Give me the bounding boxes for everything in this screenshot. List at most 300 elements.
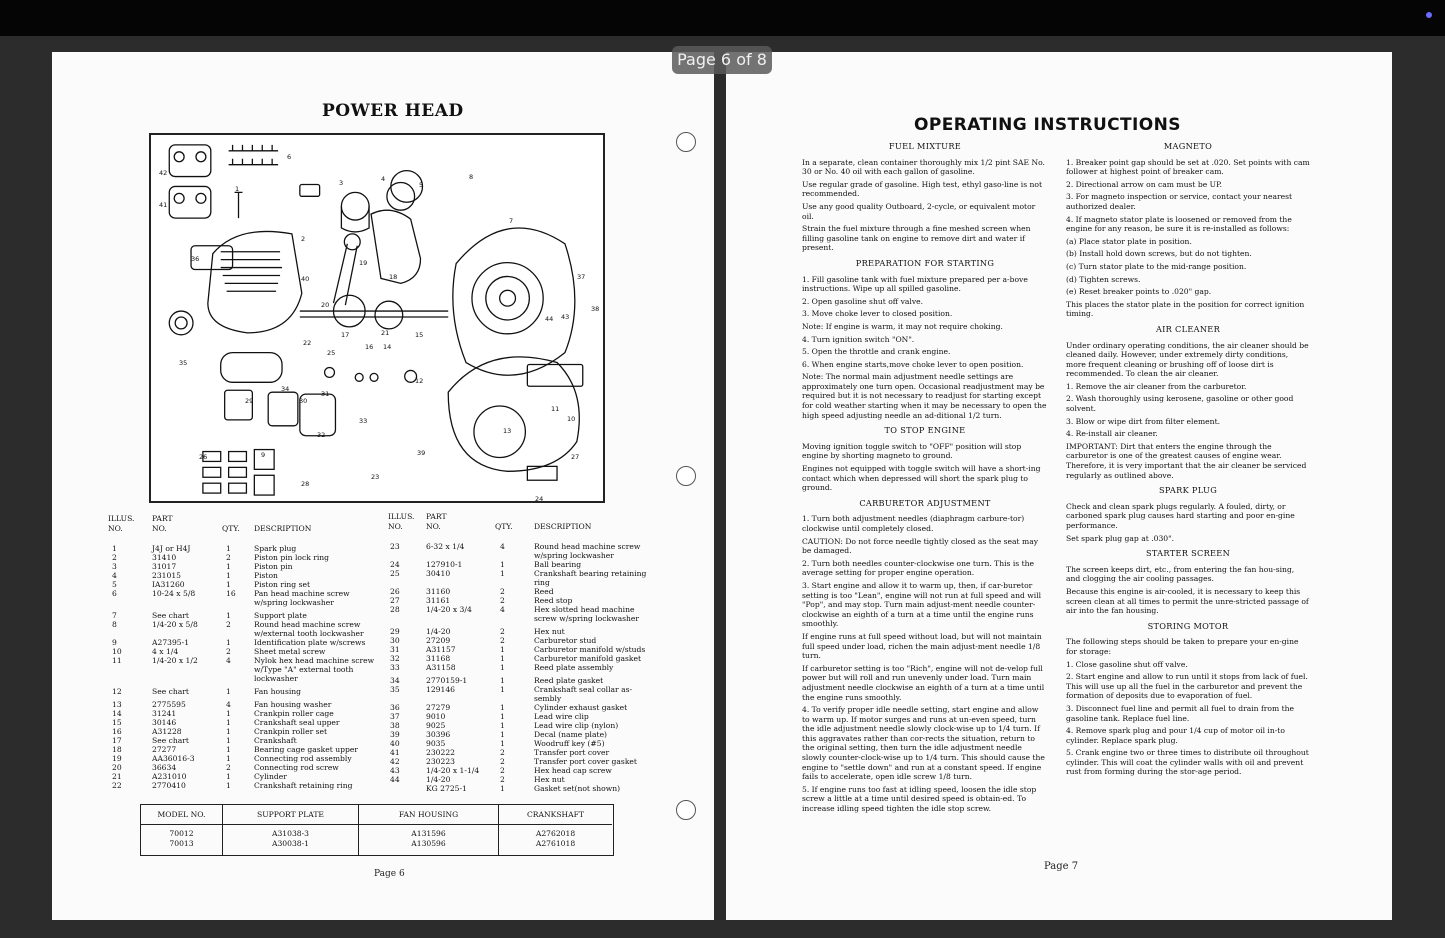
illus-no: 4 — [112, 571, 117, 580]
qty: 1 — [226, 781, 231, 790]
part-no: A31158 — [426, 663, 456, 672]
part-no: 1/4-20 x 1/2 — [152, 656, 198, 665]
model-values — [141, 829, 222, 849]
qty: 1 — [226, 638, 231, 647]
callout-number: 1 — [235, 185, 240, 193]
qty: 1 — [500, 663, 505, 672]
callout-number: 16 — [365, 343, 374, 351]
callout-number: 21 — [381, 329, 390, 337]
callout-number: 22 — [303, 339, 312, 347]
instruction-paragraph: Engines not equipped with toggle switch will have a short-ing contact which when depressed will short the spark plug to ground. — [802, 464, 1041, 493]
power-head-title: POWER HEAD — [322, 101, 464, 121]
qty-header-b: QTY. — [495, 522, 513, 531]
part-no: A231010 — [152, 772, 187, 781]
parts-list-right — [388, 512, 688, 802]
callout-number: 5 — [419, 181, 424, 189]
illus-no: 10 — [112, 647, 122, 656]
viewer-toolbar — [0, 0, 1445, 36]
illus-no: 28 — [390, 605, 400, 614]
parts-list-left — [108, 514, 388, 804]
illus-no: 33 — [390, 663, 400, 672]
callout-number: 26 — [199, 453, 208, 461]
illus-no: 13 — [112, 700, 122, 709]
callout-number: 6 — [287, 153, 292, 161]
illus-no: 14 — [112, 709, 122, 718]
instruction-paragraph: (c) Turn stator plate to the mid-range position. — [1066, 261, 1247, 271]
part-no: 30146 — [152, 718, 177, 727]
callout-number: 28 — [301, 480, 310, 488]
callout-number: 36 — [191, 255, 200, 263]
description: Spark plug — [254, 544, 297, 553]
qty: 1 — [226, 687, 231, 696]
description: Carburetor stud — [534, 636, 597, 645]
description: Nylok hex head machine screw w/Type "A" external tooth lockwasher — [254, 656, 375, 683]
illus-no: 22 — [112, 781, 122, 790]
support-plate-col — [223, 805, 359, 855]
no-label-b: NO. — [388, 522, 403, 531]
part-no: AA36016-3 — [152, 754, 195, 763]
instruction-paragraph: In a separate, clean container thoroughly mix 1/2 pint SAE No. 30 or No. 40 oil with each gallon of gasoline. — [802, 157, 1045, 177]
hole-icon — [676, 132, 696, 152]
instruction-paragraph: 2. Directional arrow on cam must be UP. — [1066, 179, 1223, 189]
part-no: 31410 — [152, 553, 177, 562]
callout-number: 17 — [341, 331, 350, 339]
fan-housing-1: A131596 — [411, 829, 446, 838]
illus-no: 29 — [390, 627, 400, 636]
part-no-label: NO. — [152, 524, 167, 533]
illus-header-b — [388, 512, 414, 532]
illus-no: 42 — [390, 757, 400, 766]
qty: 2 — [500, 596, 505, 605]
qty: 1 — [500, 739, 505, 748]
instruction-paragraph: 3. For magneto inspection or service, contact your nearest authorized dealer. — [1066, 192, 1293, 211]
qty: 1 — [226, 772, 231, 781]
callout-number: 39 — [417, 449, 426, 457]
qty: 1 — [500, 645, 505, 654]
section-heading: SPARK PLUG — [1158, 485, 1218, 496]
qty: 16 — [226, 589, 236, 598]
description: Lead wire clip (nylon) — [534, 721, 619, 730]
description: Piston ring set — [254, 580, 311, 589]
illus-no: 23 — [390, 542, 400, 551]
instruction-paragraph: Note: The normal main adjustment needle settings are approximately one turn open. Occasional readjustment may be required but it is not necessary to readjust for starting except for cold weather starting when it may be necessary to open the high speed adjusting needle an ad-ditional 1/2 turn. — [802, 372, 1047, 420]
part-no: 10-24 x 5/8 — [152, 589, 196, 598]
support-plate-header: SUPPORT PLATE — [223, 805, 358, 825]
part-no: 230223 — [426, 757, 455, 766]
callout-number: 42 — [159, 169, 168, 177]
instruction-paragraph: If carburetor setting is too "Rich", engine will not de-velop full power but will roll and run unevenly under load. Turn main adjustment needle clockwise an eighth of a turn at a time until the engine runs smoothly. — [802, 663, 1045, 702]
illus-no: 43 — [390, 766, 400, 775]
part-no: 30410 — [426, 569, 451, 578]
description: Piston — [254, 571, 278, 580]
instruction-paragraph: 1. Turn both adjustment needles (diaphragm carbure-tor) clockwise until completely closed. — [802, 514, 1025, 533]
page-6-label: Page 6 — [374, 869, 405, 879]
qty: 1 — [500, 676, 505, 685]
section-heading: CARBURETOR ADJUSTMENT — [859, 497, 991, 508]
diagram-drawing — [151, 135, 603, 501]
description: Decal (name plate) — [534, 730, 608, 739]
description: Transfer port cover gasket — [534, 757, 637, 766]
illus-no: 8 — [112, 620, 117, 629]
description: Ball bearing — [534, 560, 582, 569]
callout-number: 8 — [469, 173, 474, 181]
qty: 1 — [500, 712, 505, 721]
instruction-paragraph: 2. Turn both needles counter-clockwise one turn. This is the average setting for proper engine operation. — [802, 558, 1035, 578]
part-no: 1/4-20 — [426, 775, 451, 784]
instruction-paragraph: 1. Fill gasoline tank with fuel mixture prepared per a-bove instructions. Wipe up all spilled gasoline. — [802, 274, 1028, 294]
section-heading: STARTER SCREEN — [1145, 548, 1231, 559]
part-no: 1/4-20 — [426, 627, 451, 636]
callout-number: 14 — [383, 343, 392, 351]
qty: 1 — [500, 560, 505, 569]
callout-number: 29 — [245, 397, 254, 405]
model-col — [141, 805, 223, 855]
fan-housing-col — [359, 805, 499, 855]
instruction-paragraph: (a) Place stator plate in position. — [1066, 236, 1192, 246]
instruction-paragraph: 5. Crank engine two or three times to distribute oil throughout cylinder. This will coat the cylinder walls with oil and prevent rust from forming during the stor-age period. — [1066, 748, 1309, 777]
description: Crankshaft seal upper — [254, 718, 340, 727]
qty: 1 — [226, 544, 231, 553]
part-no: 9010 — [426, 712, 446, 721]
page-6 — [52, 52, 714, 920]
part-no: 231015 — [152, 571, 181, 580]
part-no: 2770159-1 — [426, 676, 468, 685]
support-plate-values — [223, 829, 358, 849]
part-header-b — [426, 512, 447, 532]
illus-no: 31 — [390, 645, 400, 654]
illus-no: 9 — [112, 638, 117, 647]
description: Identification plate w/screws — [254, 638, 366, 647]
instructions-column-left — [802, 136, 1048, 817]
qty: 1 — [500, 685, 505, 694]
qty: 4 — [500, 605, 505, 614]
part-no: J4J or H4J — [152, 544, 191, 553]
callout-number: 15 — [415, 331, 424, 339]
part-no-label-b: NO. — [426, 522, 441, 531]
part-no: See chart — [152, 611, 189, 620]
callout-number: 20 — [321, 301, 330, 309]
qty: 4 — [226, 700, 231, 709]
part-no: 230222 — [426, 748, 455, 757]
illus-no: 16 — [112, 727, 122, 736]
illus-no: 11 — [112, 656, 122, 665]
part-no: 1/4-20 x 1-1/4 — [426, 766, 480, 775]
hole-icon — [676, 466, 696, 486]
callout-number: 43 — [561, 313, 570, 321]
callout-number: 9 — [261, 451, 266, 459]
callout-number: 35 — [179, 359, 188, 367]
support-plate-2: A30038-1 — [271, 839, 310, 848]
crankshaft-values — [499, 829, 612, 849]
part-no: 9035 — [426, 739, 446, 748]
qty: 1 — [226, 736, 231, 745]
instruction-paragraph: The screen keeps dirt, etc., from entering the fan hou-sing, and clogging the air cooling passages. — [1066, 564, 1295, 584]
illus-no: 40 — [390, 739, 400, 748]
instruction-paragraph: If engine runs at full speed without load, but will not maintain full speed under load, richen the main adjust-ment needle 1/8 turn. — [802, 631, 1042, 661]
description: Hex nut — [534, 775, 565, 784]
instruction-paragraph: Because this engine is air-cooled, it is necessary to keep this screen clean at all times to permit the unre-stricted passage of air into the fan housing. — [1066, 586, 1309, 616]
part-label-b: PART — [426, 512, 447, 521]
part-no: 27209 — [426, 636, 451, 645]
part-no: 36634 — [152, 763, 177, 772]
instruction-paragraph: 4. Re-install air cleaner. — [1066, 429, 1158, 439]
illus-no: 36 — [390, 703, 400, 712]
description: Woodruff key (#5) — [534, 739, 605, 748]
qty: 1 — [226, 727, 231, 736]
instruction-paragraph: 3. Disconnect fuel line and permit all fuel to drain from the gasoline tank. Replace fuel line. — [1066, 703, 1295, 723]
instruction-paragraph: 1. Close gasoline shut off valve. — [1066, 659, 1188, 669]
callout-number: 12 — [415, 377, 424, 385]
description: Cylinder — [254, 772, 287, 781]
callout-number: 4 — [381, 175, 386, 183]
qty: 1 — [226, 571, 231, 580]
description: Fan housing — [254, 687, 302, 696]
section-heading: STORING MOTOR — [1147, 620, 1229, 631]
qty: 4 — [500, 542, 505, 551]
illus-no: 24 — [390, 560, 400, 569]
description: Bearing cage gasket upper — [254, 745, 358, 754]
description: Crankshaft seal collar as- sembly — [534, 685, 633, 703]
qty: 1 — [500, 721, 505, 730]
page-indicator: Page 6 of 8 — [672, 46, 772, 74]
callout-number: 7 — [509, 217, 514, 225]
illus-no: 38 — [390, 721, 400, 730]
description: Hex nut — [534, 627, 565, 636]
callout-number: 25 — [327, 349, 336, 357]
description: Sheet metal screw — [254, 647, 326, 656]
part-no: 27277 — [152, 745, 177, 754]
description: Transfer port cover — [534, 748, 610, 757]
callout-number: 3 — [339, 179, 344, 187]
illus-no: 41 — [390, 748, 400, 757]
qty: 2 — [500, 636, 505, 645]
qty: 1 — [226, 611, 231, 620]
illus-no: 3 — [112, 562, 117, 571]
section-heading: AIR CLEANER — [1155, 323, 1221, 334]
instruction-paragraph: Check and clean spark plugs regularly. A fouled, dirty, or carboned spark plug causes hard starting and poor en-gine performance. — [1066, 501, 1295, 530]
part-no: 129146 — [426, 685, 455, 694]
illus-no: 7 — [112, 611, 117, 620]
instruction-paragraph: (e) Reset breaker points to .020" gap. — [1066, 287, 1212, 297]
desc-header: DESCRIPTION — [254, 524, 312, 533]
instructions-column-right — [1066, 136, 1310, 780]
description: Gasket set(not shown) — [534, 784, 621, 793]
qty: 1 — [226, 709, 231, 718]
qty: 2 — [226, 620, 231, 629]
part-no: 31241 — [152, 709, 177, 718]
instruction-paragraph: 2. Wash thoroughly using kerosene, gasoline or other good solvent. — [1066, 394, 1294, 414]
page-7 — [726, 52, 1392, 920]
callout-number: 30 — [299, 397, 308, 405]
section-heading: PREPARATION FOR STARTING — [855, 257, 995, 268]
description: Reed plate gasket — [534, 676, 604, 685]
instruction-paragraph: Use any good quality Outboard, 2-cycle, or equivalent motor oil. — [802, 201, 1036, 221]
exploded-parts-diagram — [149, 133, 605, 503]
crankshaft-col — [499, 805, 612, 855]
illus-no: 18 — [112, 745, 122, 754]
instruction-paragraph: 5. If engine runs too fast at idling speed, loosen the idle stop screw a little at a time until desired speed is obtain-ed. To increase idling speed tighten the idle stop screw. — [802, 784, 1037, 814]
description: Lead wire clip — [534, 712, 589, 721]
crankshaft-2: A2761018 — [535, 839, 576, 848]
part-no: See chart — [152, 736, 189, 745]
instruction-paragraph: 1. Remove the air cleaner from the carburetor. — [1066, 381, 1247, 391]
callout-number: 32 — [317, 431, 326, 439]
qty: 1 — [500, 703, 505, 712]
qty: 2 — [500, 757, 505, 766]
callout-number: 23 — [371, 473, 380, 481]
qty: 2 — [500, 627, 505, 636]
callout-number: 33 — [359, 417, 368, 425]
qty: 2 — [500, 775, 505, 784]
part-no: 31161 — [426, 596, 451, 605]
illus-no: 21 — [112, 772, 122, 781]
illus-no: 20 — [112, 763, 122, 772]
instruction-paragraph: Under ordinary operating conditions, the air cleaner should be cleaned daily. However, under extremely dirty conditions, more frequent cleaning or brushing off of loose dirt is recommended. To clean the air cleaner. — [1066, 340, 1309, 379]
description: Carburetor manifold w/studs — [534, 645, 646, 654]
callout-number: 24 — [535, 495, 544, 503]
description: Crankshaft bearing retaining ring — [534, 569, 647, 587]
instruction-paragraph: Note: If engine is warm, it may not require choking. — [802, 321, 1003, 331]
instruction-paragraph: Moving ignition toggle switch to "OFF" position will stop engine by shorting magneto to ground. — [802, 441, 1022, 461]
part-no: 127910-1 — [426, 560, 463, 569]
qty: 1 — [226, 562, 231, 571]
model-header: MODEL NO. — [141, 805, 222, 825]
qty: 1 — [500, 569, 505, 578]
qty: 2 — [500, 587, 505, 596]
illus-no: 1 — [112, 544, 117, 553]
operating-instructions-title: OPERATING INSTRUCTIONS — [914, 115, 1181, 135]
instruction-paragraph: 4. Remove spark plug and pour 1/4 cup of motor oil in-to cylinder. Replace spark plug. — [1066, 726, 1285, 745]
description: Fan housing washer — [254, 700, 332, 709]
instruction-paragraph: The following steps should be taken to prepare your en-gine for storage: — [1066, 637, 1299, 656]
illus-no: 15 — [112, 718, 122, 727]
callout-number: 41 — [159, 201, 168, 209]
callout-number: 13 — [503, 427, 512, 435]
illus-no: 2 — [112, 553, 117, 562]
part-no: A31228 — [152, 727, 182, 736]
part-no: 1/4-20 x 5/8 — [152, 620, 198, 629]
instruction-paragraph: 3. Blow or wipe dirt from filter element. — [1066, 416, 1221, 426]
instruction-paragraph: 2. Start engine and allow to run until it stops from lack of fuel. This will use up all the fuel in the carburetor and prevent the formation of deposits due to evaporation of fuel. — [1066, 672, 1308, 701]
description: Crankshaft — [254, 736, 297, 745]
illus-no: 30 — [390, 636, 400, 645]
support-plate-1: A31038-3 — [271, 829, 310, 838]
description: Connecting rod assembly — [254, 754, 352, 763]
instruction-paragraph: 2. Open gasoline shut off valve. — [802, 296, 924, 306]
description: Cylinder exhaust gasket — [534, 703, 628, 712]
callout-number: 31 — [321, 390, 330, 398]
part-no: 2770410 — [152, 781, 186, 790]
qty: 2 — [500, 748, 505, 757]
description: Round head machine screw w/external tooth lockwasher — [254, 620, 364, 638]
callout-number: 38 — [591, 305, 600, 313]
illus-label: ILLUS. — [108, 514, 135, 523]
part-no: A31157 — [426, 645, 456, 654]
no-label: NO. — [108, 524, 123, 533]
crankshaft-1: A2762018 — [535, 829, 576, 838]
instruction-paragraph: 6. When engine starts,move choke lever to open position. — [802, 359, 1024, 369]
model-2: 70013 — [169, 839, 194, 848]
part-no: KG 2725-1 — [426, 784, 467, 793]
fan-housing-2: A130596 — [411, 839, 446, 848]
instruction-paragraph: IMPORTANT: Dirt that enters the engine through the carburetor is one of the greatest causes of engine wear. Therefore, it is very important that the air cleaner be serviced regularly as outlined above. — [1066, 441, 1307, 480]
part-no: 1/4-20 x 3/4 — [426, 605, 472, 614]
callout-number: 10 — [567, 415, 576, 423]
crankshaft-header: CRANKSHAFT — [499, 805, 612, 825]
instruction-paragraph: 3. Move choke lever to closed position. — [802, 309, 953, 319]
callout-number: 19 — [359, 259, 368, 267]
part-label: PART — [152, 514, 173, 523]
instruction-paragraph: 3. Start engine and allow it to warm up, then, if car-buretor setting is too "Lean", engine will not run at full speed and will "Pop", and may stop. Turn main adjust-ment needle counter-clockwise an eighth of a turn at a time until the engine runs smoothly. — [802, 580, 1042, 629]
instruction-paragraph: (b) Install hold down screws, but do not tighten. — [1066, 249, 1252, 259]
description: Reed — [534, 587, 554, 596]
illus-no: 25 — [390, 569, 400, 578]
qty: 1 — [500, 654, 505, 663]
instruction-paragraph: Use regular grade of gasoline. High test, ethyl gaso-line is not recommended. — [802, 179, 1043, 199]
description: Hex head cap screw — [534, 766, 612, 775]
instruction-paragraph: 4. Turn ignition switch "ON". — [802, 334, 915, 344]
callout-number: 2 — [301, 235, 306, 243]
fan-housing-header: FAN HOUSING — [359, 805, 498, 825]
description: Connecting rod screw — [254, 763, 339, 772]
part-header — [152, 514, 173, 534]
part-no: 31168 — [426, 654, 451, 663]
model-chart-table — [140, 804, 614, 856]
part-no: A27395-1 — [152, 638, 190, 647]
description: Hex slotted head machine screw w/spring lockwasher — [534, 605, 640, 623]
model-1: 70012 — [169, 829, 194, 838]
illus-no: 37 — [390, 712, 400, 721]
instruction-paragraph: 5. Open the throttle and crank engine. — [802, 347, 951, 357]
illus-no: 35 — [390, 685, 400, 694]
qty: 2 — [226, 763, 231, 772]
instruction-paragraph: Strain the fuel mixture through a fine meshed screen when filling gasoline tank on engine to remove dirt and water if present. — [802, 224, 1031, 253]
page-7-label: Page 7 — [1044, 861, 1079, 872]
description: Reed stop — [534, 596, 573, 605]
callout-number: 34 — [281, 385, 290, 393]
illus-no: 17 — [112, 736, 122, 745]
description: Crankpin roller set — [254, 727, 328, 736]
description: Piston pin — [254, 562, 293, 571]
qty: 1 — [226, 580, 231, 589]
part-no: See chart — [152, 687, 189, 696]
status-dot-icon — [1426, 12, 1432, 18]
fan-housing-values — [359, 829, 498, 849]
qty-header: QTY. — [222, 524, 240, 533]
qty: 1 — [226, 718, 231, 727]
illus-label-b: ILLUS. — [388, 512, 415, 521]
instruction-paragraph: Set spark plug gap at .030". — [1066, 533, 1175, 543]
callout-number: 37 — [577, 273, 586, 281]
instruction-paragraph: CAUTION: Do not force needle tightly closed as the seat may be damaged. — [802, 536, 1039, 556]
qty: 4 — [226, 656, 231, 665]
qty: 2 — [226, 647, 231, 656]
part-no: 4 x 1/4 — [152, 647, 179, 656]
part-no: 2775595 — [152, 700, 186, 709]
part-no: 6-32 x 1/4 — [426, 542, 465, 551]
instruction-paragraph: (d) Tighten screws. — [1066, 274, 1141, 284]
illus-no: 34 — [390, 676, 400, 685]
illus-no: 27 — [390, 596, 400, 605]
part-no: IA31260 — [152, 580, 185, 589]
description: Pan head machine screw w/spring lockwasher — [254, 589, 350, 607]
qty: 2 — [500, 766, 505, 775]
illus-no: 26 — [390, 587, 400, 596]
desc-header-b: DESCRIPTION — [534, 522, 592, 531]
qty: 1 — [500, 784, 505, 793]
description: Crankshaft retaining ring — [254, 781, 353, 790]
instruction-paragraph: This places the stator plate in the position for correct ignition timing. — [1066, 299, 1305, 319]
